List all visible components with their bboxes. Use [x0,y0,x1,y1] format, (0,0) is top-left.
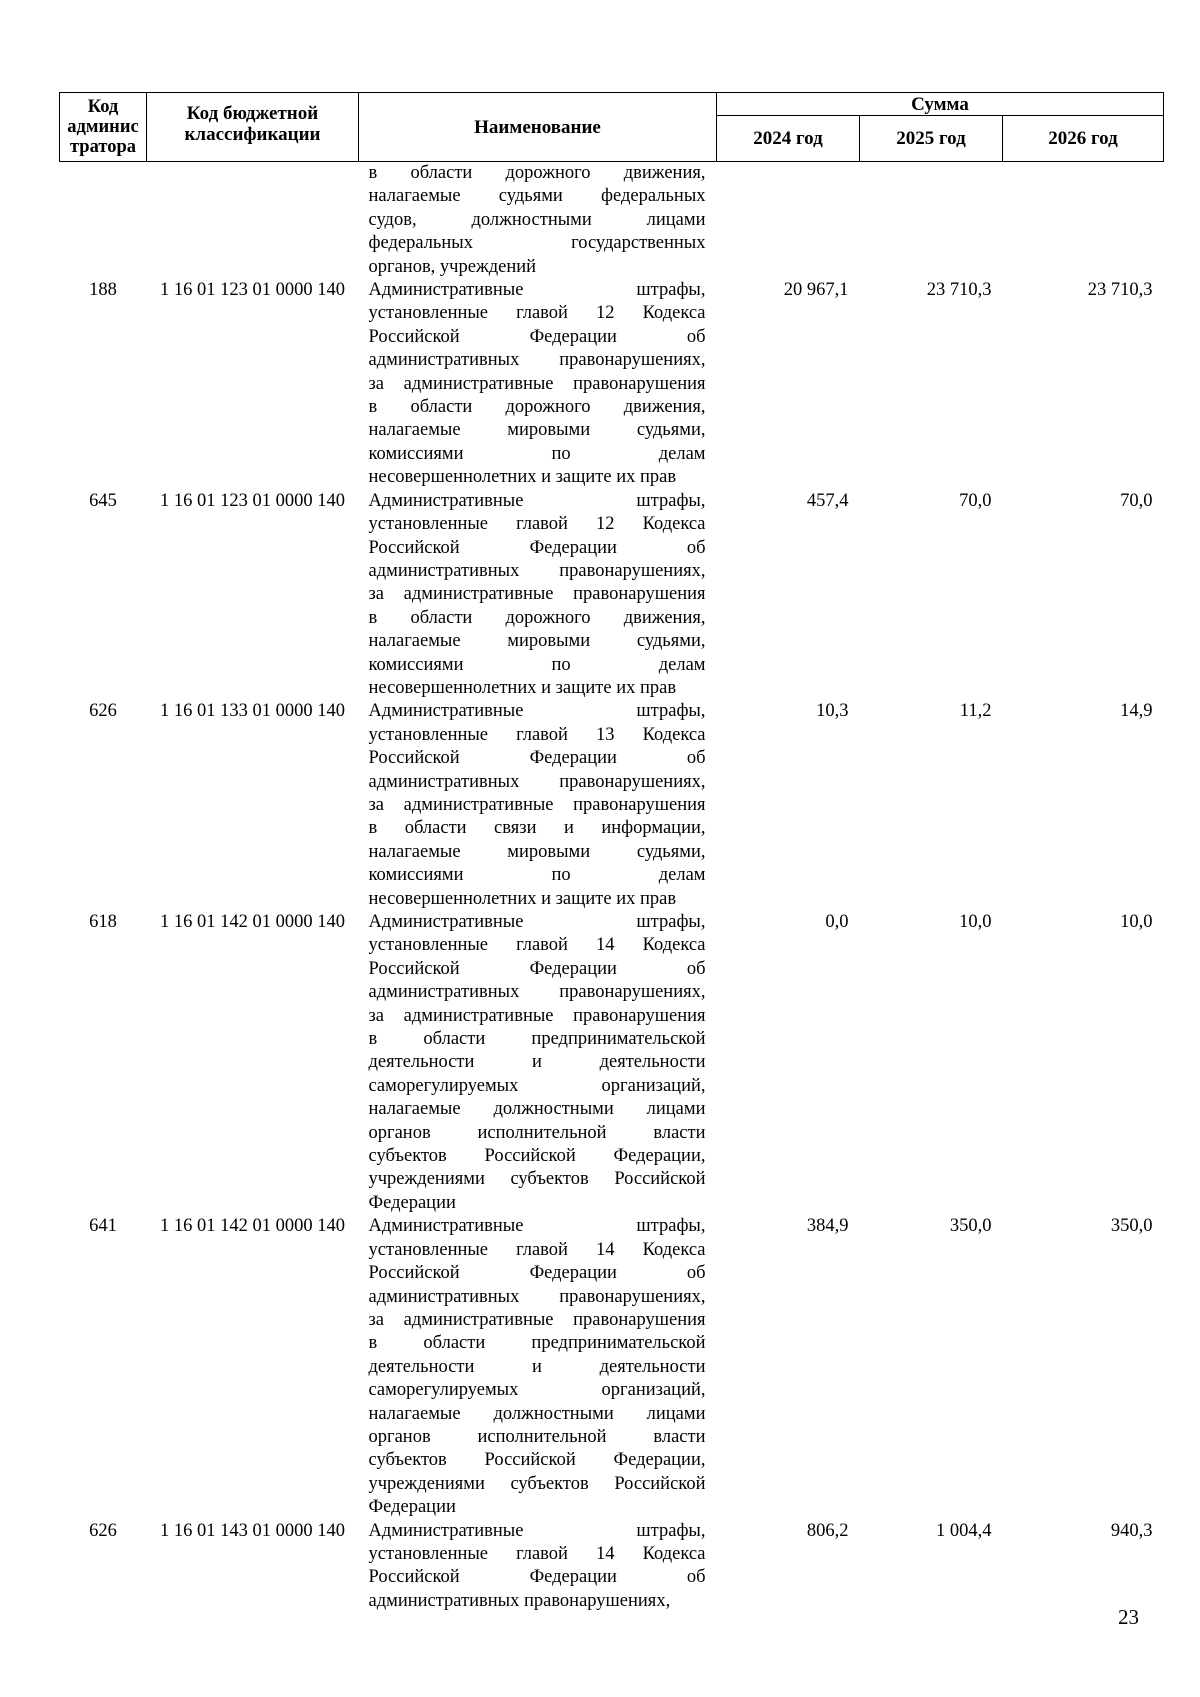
cell-kbk: 1 16 01 133 01 0000 140 [160,701,345,722]
name-line: Административные штрафы, [368,280,706,301]
name-line: установленные главой 14 Кодекса [368,935,706,956]
name-line: Российской Федерации об [368,537,706,558]
cell-admin: 641 [89,1216,117,1237]
table-row [60,490,1164,701]
name-line: административных правонарушениях, [368,1590,671,1611]
cell-2026: 350,0 [1110,1216,1153,1237]
cell-2024: 0,0 [825,912,849,932]
name-line: деятельности и деятельности [368,1052,706,1073]
name-line: Административные штрафы, [368,1216,706,1237]
table-row [60,1520,1164,1614]
cell-2026: 23 710,3 [1087,280,1153,301]
table-row [60,279,1164,490]
cell-name [359,700,717,911]
cell-kbk: 1 16 01 142 01 0000 140 [160,912,345,932]
name-line: учреждениями субъектов Российской [368,1169,706,1190]
cell-2025: 1 004,4 [936,1520,992,1541]
name-line: установленные главой 12 Кодекса [368,303,706,324]
table-row [60,700,1164,911]
name-line: административных правонарушениях, [368,1286,706,1307]
header-admin-code [60,93,147,162]
name-line: за административные правонарушения [368,373,706,394]
cell-name [359,1520,717,1614]
name-line: в области предпринимательской [368,1333,706,1354]
name-line: Российской Федерации об [368,1567,706,1588]
cell-kbk: 1 16 01 142 01 0000 140 [160,1216,345,1237]
name-line: в области дорожного движения, [368,607,706,628]
cell-2025: 10,0 [959,912,992,932]
header-admin-code-line: тратора [69,137,136,157]
name-line: в области связи и информации, [368,818,706,839]
continuation-row [60,162,1164,280]
cell-2024: 806,2 [806,1520,849,1541]
name-line: налагаемые мировыми судьями, [368,841,706,862]
name-line: Административные штрафы, [368,1520,706,1541]
cell-2025: 70,0 [959,490,992,511]
name-line: несовершеннолетних и защите их прав [368,888,677,909]
cell-2024: 10,3 [816,701,849,722]
header-sum: Сумма [717,93,1164,116]
name-line: органов исполнительной власти [368,1426,706,1447]
cell-name [359,1215,717,1519]
name-line: учреждениями субъектов Российской [368,1473,706,1494]
budget-revenue-table [59,92,1164,1613]
name-line: несовершеннолетних и защите их прав [368,467,677,488]
name-line: установленные главой 13 Кодекса [368,724,706,745]
name-line: комиссиями по делам [368,443,706,464]
header-year-2025: 2025 год [860,116,1003,162]
header-admin-code-line: админис [67,117,139,137]
cell-admin: 626 [89,1520,117,1541]
name-line: за административные правонарушения [368,794,706,815]
cell-2025: 11,2 [959,701,992,722]
cell-admin: 626 [89,701,117,722]
cell-kbk: 1 16 01 143 01 0000 140 [160,1520,345,1541]
header-admin-code-line: Код [87,97,119,117]
cell-name [359,911,717,1215]
name-line: в области дорожного движения, [368,163,706,183]
cell-name [359,279,717,490]
name-line: налагаемые мировыми судьями, [368,631,706,652]
cell-2024 [717,162,860,280]
cell-kbk [147,162,359,280]
name-line: в области предпринимательской [368,1029,706,1050]
cell-2025: 23 710,3 [926,280,992,301]
name-line: Российской Федерации об [368,1263,706,1284]
name-line: органов, учреждений [368,256,537,277]
name-line: за административные правонарушения [368,1309,706,1330]
page-number: 23 [1118,1605,1139,1629]
name-line: Административные штрафы, [368,490,706,511]
header-kbk [147,93,359,162]
cell-2026 [1003,162,1164,280]
cell-name [359,162,717,280]
cell-2024: 457,4 [806,490,849,511]
document-page [59,92,1163,1613]
cell-admin: 618 [89,912,117,932]
name-line: административных правонарушениях, [368,982,706,1003]
cell-admin [60,162,147,280]
name-line: Российской Федерации об [368,958,706,979]
cell-kbk: 1 16 01 123 01 0000 140 [160,280,345,301]
name-line: административных правонарушениях, [368,771,706,792]
name-line: налагаемые мировыми судьями, [368,420,706,441]
header-kbk-line: классификации [184,124,321,145]
name-line: административных правонарушениях, [368,560,706,581]
cell-2025 [860,162,1003,280]
name-line: несовершеннолетних и защите их прав [368,677,677,698]
name-line: Федерации [368,1497,456,1518]
name-line: саморегулируемых организаций, [368,1380,706,1401]
name-line: налагаемые должностными лицами [368,1403,706,1424]
cell-2026: 70,0 [1120,490,1153,511]
name-line: налагаемые должностными лицами [368,1099,706,1120]
name-line: судов, должностными лицами [368,209,706,230]
name-line: в области дорожного движения, [368,397,706,418]
cell-2026: 10,0 [1120,912,1153,932]
table-header [60,93,1164,162]
header-year-2024: 2024 год [717,116,860,162]
name-line: за административные правонарушения [368,584,706,605]
cell-2026: 940,3 [1110,1520,1153,1541]
name-line: Федерации [368,1192,456,1213]
header-name: Наименование [359,93,717,162]
cell-2026: 14,9 [1120,701,1153,722]
name-line: административных правонарушениях, [368,350,706,371]
name-line: комиссиями по делам [368,654,706,675]
name-line: органов исполнительной власти [368,1122,706,1143]
cell-kbk: 1 16 01 123 01 0000 140 [160,490,345,511]
name-line: Административные штрафы, [368,912,706,932]
name-line: федеральных государственных [368,233,706,254]
header-year-2026: 2026 год [1003,116,1164,162]
name-line: комиссиями по делам [368,865,706,886]
cell-2024: 384,9 [806,1216,849,1237]
table-body [60,162,1164,1614]
name-line: установленные главой 12 Кодекса [368,514,706,535]
table-row [60,911,1164,1215]
name-line: за административные правонарушения [368,1005,706,1026]
name-line: установленные главой 14 Кодекса [368,1239,706,1260]
name-line: субъектов Российской Федерации, [368,1146,706,1167]
name-line: деятельности и деятельности [368,1356,706,1377]
cell-admin: 188 [89,280,117,301]
name-line: саморегулируемых организаций, [368,1075,706,1096]
header-kbk-line: Код бюджетной [186,103,319,124]
name-line: установленные главой 14 Кодекса [368,1543,706,1564]
name-line: Российской Федерации об [368,748,706,769]
cell-2025: 350,0 [949,1216,992,1237]
name-line: налагаемые судьями федеральных [368,186,706,207]
cell-name [359,490,717,701]
cell-admin: 645 [89,490,117,511]
name-line: субъектов Российской Федерации, [368,1450,706,1471]
table-row [60,1215,1164,1519]
name-line: Российской Федерации об [368,326,706,347]
name-line: Административные штрафы, [368,701,706,722]
cell-2024: 20 967,1 [783,280,849,301]
